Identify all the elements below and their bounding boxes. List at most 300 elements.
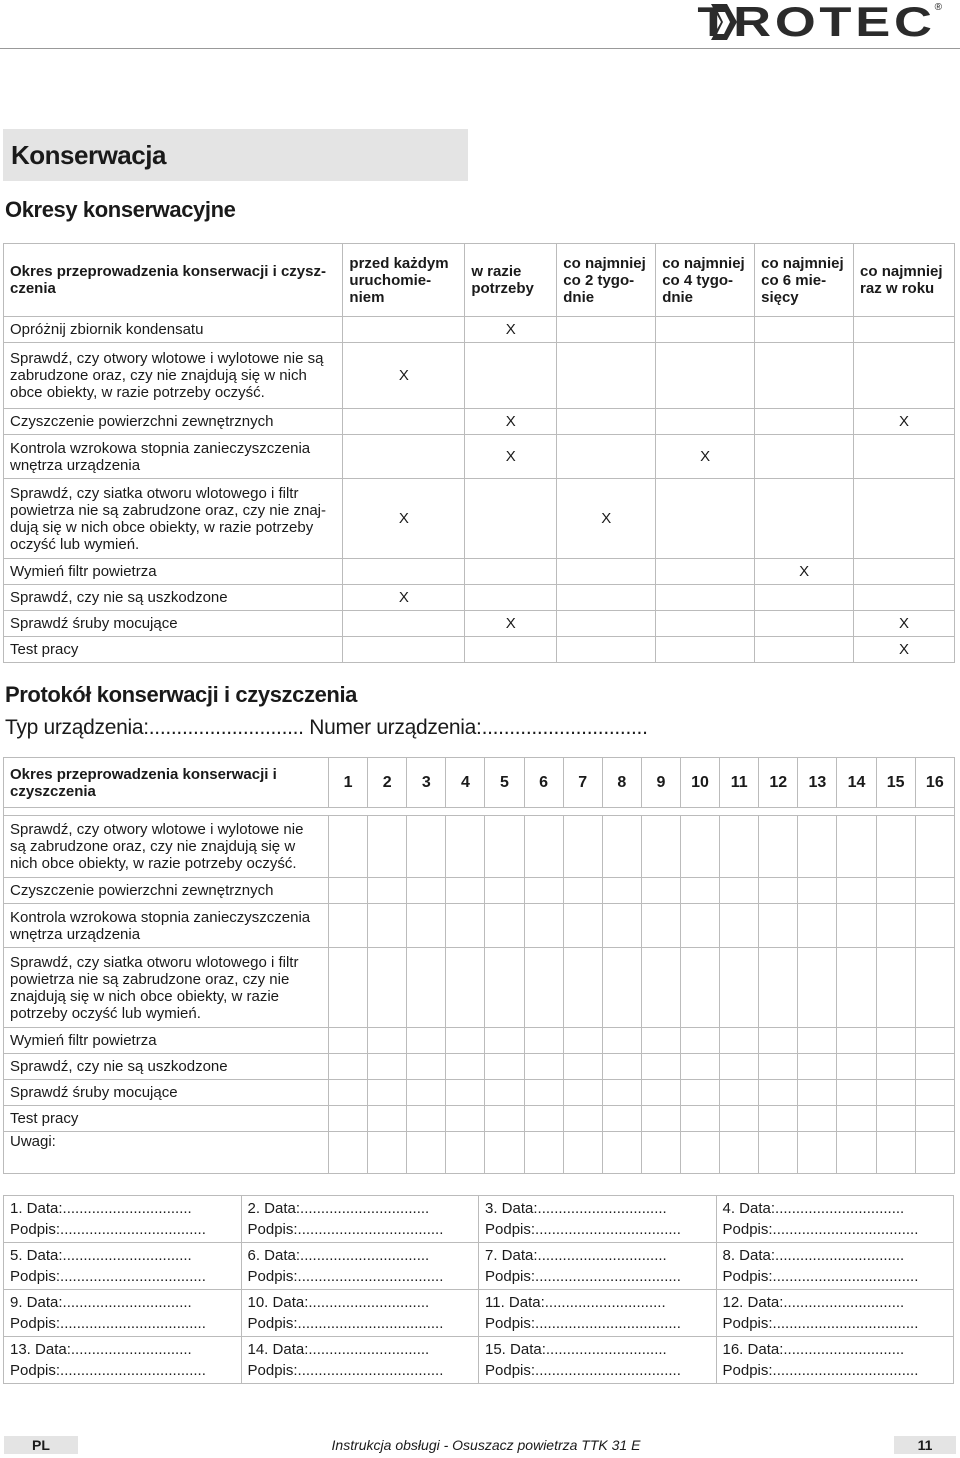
protocol-check-cell[interactable] xyxy=(798,816,837,878)
schedule-mark xyxy=(854,343,955,409)
protocol-check-cell[interactable] xyxy=(368,816,407,878)
protocol-check-cell[interactable] xyxy=(485,1080,524,1106)
protocol-column-number: 3 xyxy=(407,758,446,808)
protocol-check-cell[interactable] xyxy=(485,1106,524,1132)
protocol-check-cell[interactable] xyxy=(524,878,563,904)
protocol-column-number: 10 xyxy=(681,758,720,808)
schedule-mark xyxy=(343,637,465,663)
schedule-mark xyxy=(656,637,755,663)
schedule-mark xyxy=(854,435,955,479)
protocol-check-cell[interactable] xyxy=(563,1028,602,1054)
protocol-check-cell[interactable] xyxy=(876,816,915,878)
protocol-check-cell[interactable] xyxy=(681,948,720,1028)
protocol-check-cell[interactable] xyxy=(681,816,720,878)
date-field: 7. Data:............................... xyxy=(485,1247,667,1264)
protocol-task: Sprawdź, czy otwory wlotowe i wylotowe nie są zabrudzone oraz, czy nie znajdują się w nich obce obiekty, w razie potrzeby oczyść. xyxy=(4,816,329,878)
protocol-check-cell[interactable] xyxy=(368,1132,407,1174)
signature-field: Podpis:................................... xyxy=(247,1362,444,1379)
schedule-col-header: co najmniej raz w roku xyxy=(854,244,955,317)
protocol-check-cell[interactable] xyxy=(681,1028,720,1054)
protocol-check-cell[interactable] xyxy=(446,1080,485,1106)
protocol-check-cell[interactable] xyxy=(485,904,524,948)
signature-field: Podpis:................................... xyxy=(10,1268,206,1285)
protocol-check-cell[interactable] xyxy=(329,816,368,878)
protocol-check-cell[interactable] xyxy=(641,1080,680,1106)
protocol-check-cell[interactable] xyxy=(602,1054,641,1080)
schedule-mark xyxy=(854,559,955,585)
protocol-check-cell[interactable] xyxy=(563,1054,602,1080)
signature-cell[interactable] xyxy=(479,1243,717,1290)
schedule-mark xyxy=(465,585,557,611)
protocol-check-cell[interactable] xyxy=(837,1080,876,1106)
protocol-check-cell[interactable] xyxy=(720,1080,759,1106)
schedule-col-header: Okres przeprowadzenia konserwacji i czysz-czenia xyxy=(4,244,343,317)
protocol-check-cell[interactable] xyxy=(798,1028,837,1054)
protocol-check-cell[interactable] xyxy=(329,878,368,904)
protocol-check-cell[interactable] xyxy=(759,1028,798,1054)
schedule-mark: X xyxy=(465,409,557,435)
signature-cell[interactable] xyxy=(716,1337,954,1384)
schedule-mark xyxy=(557,317,656,343)
schedule-mark xyxy=(755,611,854,637)
signature-cell[interactable] xyxy=(241,1337,479,1384)
protocol-column-number: 12 xyxy=(759,758,798,808)
protocol-check-cell[interactable] xyxy=(602,816,641,878)
protocol-column-number: 6 xyxy=(524,758,563,808)
date-field: 5. Data:............................... xyxy=(10,1247,192,1264)
signature-cell[interactable] xyxy=(241,1196,479,1243)
schedule-row xyxy=(4,611,955,637)
protocol-column-number: 16 xyxy=(915,758,954,808)
protocol-check-cell[interactable] xyxy=(485,1132,524,1174)
schedule-mark xyxy=(755,435,854,479)
protocol-task: Test pracy xyxy=(4,1106,329,1132)
protocol-row xyxy=(4,1028,955,1054)
schedule-mark xyxy=(755,409,854,435)
schedule-row xyxy=(4,559,955,585)
protocol-check-cell[interactable] xyxy=(720,1054,759,1080)
protocol-check-cell[interactable] xyxy=(837,878,876,904)
schedule-header-row xyxy=(4,244,955,317)
protocol-column-number: 8 xyxy=(602,758,641,808)
protocol-check-cell[interactable] xyxy=(446,816,485,878)
protocol-check-cell[interactable] xyxy=(329,1106,368,1132)
protocol-check-cell[interactable] xyxy=(915,904,954,948)
protocol-check-cell[interactable] xyxy=(329,1028,368,1054)
schedule-col-header: co najmniej co 4 tygo-dnie xyxy=(656,244,755,317)
schedule-mark: X xyxy=(343,479,465,559)
schedule-col-header: przed każdym uruchomie-niem xyxy=(343,244,465,317)
schedule-mark xyxy=(343,559,465,585)
schedule-mark: X xyxy=(343,343,465,409)
protocol-header: Okres przeprowadzenia konserwacji i czyszczenia xyxy=(4,758,329,808)
schedule-mark xyxy=(343,611,465,637)
protocol-check-cell[interactable] xyxy=(876,1106,915,1132)
protocol-check-cell[interactable] xyxy=(446,1106,485,1132)
schedule-mark xyxy=(656,611,755,637)
signature-row xyxy=(4,1243,954,1290)
protocol-check-cell[interactable] xyxy=(368,904,407,948)
protocol-check-cell[interactable] xyxy=(720,816,759,878)
signature-cell[interactable] xyxy=(4,1337,242,1384)
protocol-row xyxy=(4,904,955,948)
protocol-check-cell[interactable] xyxy=(798,1054,837,1080)
schedule-mark: X xyxy=(656,435,755,479)
protocol-task: Sprawdź, czy nie są uszkodzone xyxy=(4,1054,329,1080)
schedule-row xyxy=(4,409,955,435)
protocol-check-cell[interactable] xyxy=(329,1132,368,1174)
protocol-check-cell[interactable] xyxy=(407,904,446,948)
protocol-column-number: 4 xyxy=(446,758,485,808)
signature-field: Podpis:................................... xyxy=(485,1221,681,1238)
schedule-mark xyxy=(465,479,557,559)
protocol-check-cell[interactable] xyxy=(407,1054,446,1080)
protocol-check-cell[interactable] xyxy=(915,1106,954,1132)
protocol-row xyxy=(4,878,955,904)
section-title: Konserwacja xyxy=(11,140,166,170)
maintenance-protocol-table xyxy=(3,757,955,1174)
signature-row xyxy=(4,1290,954,1337)
signature-row xyxy=(4,1337,954,1384)
protocol-check-cell[interactable] xyxy=(915,1028,954,1054)
protocol-check-cell[interactable] xyxy=(798,1132,837,1174)
protocol-check-cell[interactable] xyxy=(798,904,837,948)
schedule-mark xyxy=(343,409,465,435)
protocol-check-cell[interactable] xyxy=(720,948,759,1028)
schedule-mark xyxy=(557,343,656,409)
protocol-check-cell[interactable] xyxy=(407,1028,446,1054)
protocol-check-cell[interactable] xyxy=(563,948,602,1028)
protocol-check-cell[interactable] xyxy=(641,816,680,878)
protocol-check-cell[interactable] xyxy=(524,904,563,948)
protocol-check-cell[interactable] xyxy=(563,878,602,904)
protocol-check-cell[interactable] xyxy=(524,1028,563,1054)
signature-field: Podpis:................................... xyxy=(247,1221,444,1238)
protocol-check-cell[interactable] xyxy=(329,1054,368,1080)
protocol-check-cell[interactable] xyxy=(798,948,837,1028)
schedule-mark: X xyxy=(343,585,465,611)
schedule-mark xyxy=(343,317,465,343)
schedule-mark: X xyxy=(854,409,955,435)
protocol-check-cell[interactable] xyxy=(681,1106,720,1132)
schedule-mark: X xyxy=(465,435,557,479)
schedule-mark xyxy=(557,611,656,637)
protocol-row xyxy=(4,1080,955,1106)
protocol-check-cell[interactable] xyxy=(602,1132,641,1174)
protocol-check-cell[interactable] xyxy=(368,1028,407,1054)
protocol-check-cell[interactable] xyxy=(915,816,954,878)
document-title: Instrukcja obsługi - Osuszacz powietrza TTK 31 E xyxy=(331,1437,641,1453)
schedule-mark xyxy=(755,585,854,611)
protocol-check-cell[interactable] xyxy=(876,904,915,948)
schedule-mark xyxy=(557,637,656,663)
signature-field: Podpis:................................... xyxy=(485,1268,681,1285)
protocol-check-cell[interactable] xyxy=(329,948,368,1028)
protocol-check-cell[interactable] xyxy=(720,878,759,904)
schedule-heading: Okresy konserwacyjne xyxy=(5,197,236,222)
schedule-mark xyxy=(656,479,755,559)
protocol-check-cell[interactable] xyxy=(915,1080,954,1106)
protocol-check-cell[interactable] xyxy=(720,1106,759,1132)
schedule-mark: X xyxy=(854,611,955,637)
protocol-check-cell[interactable] xyxy=(329,1080,368,1106)
date-field: 8. Data:............................... xyxy=(722,1247,905,1264)
schedule-task: Sprawdź śruby mocujące xyxy=(4,611,343,637)
protocol-check-cell[interactable] xyxy=(485,1028,524,1054)
protocol-check-cell[interactable] xyxy=(681,878,720,904)
protocol-check-cell[interactable] xyxy=(446,1028,485,1054)
protocol-check-cell[interactable] xyxy=(524,948,563,1028)
protocol-check-cell[interactable] xyxy=(485,948,524,1028)
registered-mark: ® xyxy=(934,2,942,13)
protocol-check-cell[interactable] xyxy=(681,904,720,948)
protocol-check-cell[interactable] xyxy=(915,1054,954,1080)
protocol-check-cell[interactable] xyxy=(368,1080,407,1106)
schedule-row xyxy=(4,435,955,479)
protocol-check-cell[interactable] xyxy=(720,1132,759,1174)
protocol-check-cell[interactable] xyxy=(759,878,798,904)
protocol-check-cell[interactable] xyxy=(837,1132,876,1174)
protocol-check-cell[interactable] xyxy=(798,878,837,904)
page-footer xyxy=(0,1430,960,1458)
schedule-mark xyxy=(656,559,755,585)
schedule-mark xyxy=(465,559,557,585)
protocol-check-cell[interactable] xyxy=(837,1054,876,1080)
schedule-task: Wymień filtr powietrza xyxy=(4,559,343,585)
protocol-check-cell[interactable] xyxy=(837,1028,876,1054)
protocol-check-cell[interactable] xyxy=(798,1106,837,1132)
protocol-check-cell[interactable] xyxy=(915,948,954,1028)
protocol-check-cell[interactable] xyxy=(876,1080,915,1106)
protocol-spacer-row xyxy=(4,808,955,816)
signature-cell[interactable] xyxy=(241,1290,479,1337)
protocol-check-cell[interactable] xyxy=(876,878,915,904)
page-number: 11 xyxy=(894,1436,956,1454)
signature-field: Podpis:................................... xyxy=(485,1315,681,1332)
protocol-check-cell[interactable] xyxy=(602,904,641,948)
protocol-check-cell[interactable] xyxy=(524,1054,563,1080)
protocol-check-cell[interactable] xyxy=(641,904,680,948)
protocol-check-cell[interactable] xyxy=(641,878,680,904)
protocol-check-cell[interactable] xyxy=(407,816,446,878)
schedule-mark xyxy=(854,585,955,611)
protocol-header-row xyxy=(4,758,955,808)
protocol-check-cell[interactable] xyxy=(563,1106,602,1132)
schedule-mark xyxy=(656,409,755,435)
protocol-check-cell[interactable] xyxy=(876,1054,915,1080)
schedule-mark xyxy=(465,637,557,663)
protocol-check-cell[interactable] xyxy=(837,904,876,948)
date-field: 3. Data:............................... xyxy=(485,1200,667,1217)
signature-cell[interactable] xyxy=(479,1196,717,1243)
protocol-row xyxy=(4,948,955,1028)
signature-cell[interactable] xyxy=(716,1243,954,1290)
protocol-check-cell[interactable] xyxy=(759,948,798,1028)
protocol-column-number: 2 xyxy=(368,758,407,808)
protocol-check-cell[interactable] xyxy=(485,878,524,904)
protocol-task: Czyszczenie powierzchni zewnętrznych xyxy=(4,878,329,904)
protocol-check-cell[interactable] xyxy=(563,1080,602,1106)
protocol-check-cell[interactable] xyxy=(368,1054,407,1080)
protocol-check-cell[interactable] xyxy=(641,1132,680,1174)
header-rule xyxy=(0,48,960,49)
protocol-check-cell[interactable] xyxy=(446,1054,485,1080)
schedule-task: Czyszczenie powierzchni zewnętrznych xyxy=(4,409,343,435)
protocol-check-cell[interactable] xyxy=(759,1054,798,1080)
protocol-column-number: 5 xyxy=(485,758,524,808)
schedule-task: Kontrola wzrokowa stopnia zanieczyszczenia wnętrza urządzenia xyxy=(4,435,343,479)
protocol-check-cell[interactable] xyxy=(368,1106,407,1132)
protocol-column-number: 15 xyxy=(876,758,915,808)
protocol-check-cell[interactable] xyxy=(329,904,368,948)
protocol-check-cell[interactable] xyxy=(524,1080,563,1106)
signature-cell[interactable] xyxy=(716,1290,954,1337)
signature-field: Podpis:................................... xyxy=(247,1268,444,1285)
protocol-check-cell[interactable] xyxy=(368,948,407,1028)
spacer-cell xyxy=(4,808,955,816)
schedule-mark xyxy=(854,317,955,343)
schedule-mark xyxy=(854,479,955,559)
schedule-mark xyxy=(656,585,755,611)
protocol-check-cell[interactable] xyxy=(876,948,915,1028)
signature-cell[interactable] xyxy=(4,1196,242,1243)
section-header xyxy=(3,129,468,181)
protocol-check-cell[interactable] xyxy=(563,904,602,948)
protocol-task: Wymień filtr powietrza xyxy=(4,1028,329,1054)
schedule-mark xyxy=(755,343,854,409)
protocol-check-cell[interactable] xyxy=(602,1106,641,1132)
schedule-mark xyxy=(656,343,755,409)
protocol-check-cell[interactable] xyxy=(641,1106,680,1132)
protocol-check-cell[interactable] xyxy=(798,1080,837,1106)
protocol-check-cell[interactable] xyxy=(876,1028,915,1054)
protocol-check-cell[interactable] xyxy=(524,816,563,878)
schedule-row xyxy=(4,585,955,611)
schedule-row xyxy=(4,637,955,663)
protocol-heading: Protokół konserwacji i czyszczenia xyxy=(5,682,357,707)
schedule-mark xyxy=(557,559,656,585)
schedule-row xyxy=(4,317,955,343)
date-field: 6. Data:............................... xyxy=(247,1247,430,1264)
schedule-mark: X xyxy=(755,559,854,585)
protocol-check-cell[interactable] xyxy=(407,1106,446,1132)
protocol-check-cell[interactable] xyxy=(681,1132,720,1174)
schedule-mark xyxy=(755,637,854,663)
protocol-check-cell[interactable] xyxy=(759,816,798,878)
protocol-check-cell[interactable] xyxy=(759,1132,798,1174)
maintenance-schedule-table xyxy=(3,243,955,663)
protocol-check-cell[interactable] xyxy=(602,1028,641,1054)
protocol-check-cell[interactable] xyxy=(681,1054,720,1080)
date-field: 2. Data:............................... xyxy=(247,1200,430,1217)
date-field: 4. Data:............................... xyxy=(722,1200,905,1217)
signature-cell[interactable] xyxy=(479,1290,717,1337)
schedule-mark: X xyxy=(557,479,656,559)
protocol-check-cell[interactable] xyxy=(759,1106,798,1132)
protocol-check-cell[interactable] xyxy=(641,1054,680,1080)
protocol-column-number: 1 xyxy=(329,758,368,808)
protocol-check-cell[interactable] xyxy=(720,904,759,948)
language-label: PL xyxy=(4,1436,78,1454)
protocol-check-cell[interactable] xyxy=(837,1106,876,1132)
protocol-task: Uwagi: xyxy=(4,1132,329,1174)
protocol-check-cell[interactable] xyxy=(602,948,641,1028)
protocol-check-cell[interactable] xyxy=(563,816,602,878)
signature-field: Podpis:................................... xyxy=(722,1221,919,1238)
protocol-check-cell[interactable] xyxy=(641,1028,680,1054)
protocol-check-cell[interactable] xyxy=(759,904,798,948)
protocol-row xyxy=(4,1054,955,1080)
protocol-check-cell[interactable] xyxy=(720,1028,759,1054)
schedule-task: Sprawdź, czy otwory wlotowe i wylotowe nie są zabrudzone oraz, czy nie znajdują się w nich obce obiekty, w razie potrzeby oczyść. xyxy=(4,343,343,409)
signature-cell[interactable] xyxy=(716,1196,954,1243)
signature-cell[interactable] xyxy=(4,1290,242,1337)
schedule-mark: X xyxy=(465,611,557,637)
protocol-task: Sprawdź, czy siatka otworu wlotowego i filtr powietrza nie są zabrudzone oraz, czy nie znajdują się w nich obce obiekty, w razie potrzeby oczyść lub wymień. xyxy=(4,948,329,1028)
protocol-check-cell[interactable] xyxy=(563,1132,602,1174)
protocol-check-cell[interactable] xyxy=(446,904,485,948)
protocol-column-number: 9 xyxy=(641,758,680,808)
date-field: 13. Data:............................. xyxy=(10,1341,192,1358)
protocol-check-cell[interactable] xyxy=(407,948,446,1028)
signature-field: Podpis:................................... xyxy=(485,1362,681,1379)
protocol-check-cell[interactable] xyxy=(524,1106,563,1132)
protocol-check-cell[interactable] xyxy=(915,1132,954,1174)
protocol-check-cell[interactable] xyxy=(837,816,876,878)
schedule-row xyxy=(4,343,955,409)
protocol-row xyxy=(4,1132,955,1174)
protocol-check-cell[interactable] xyxy=(602,878,641,904)
date-field: 12. Data:............................. xyxy=(722,1294,905,1311)
protocol-column-number: 11 xyxy=(720,758,759,808)
protocol-row xyxy=(4,1106,955,1132)
protocol-check-cell[interactable] xyxy=(407,1132,446,1174)
signature-cell[interactable] xyxy=(4,1243,242,1290)
signature-cell[interactable] xyxy=(241,1243,479,1290)
protocol-check-cell[interactable] xyxy=(407,878,446,904)
date-field: 14. Data:............................. xyxy=(247,1341,430,1358)
schedule-mark: X xyxy=(854,637,955,663)
schedule-mark xyxy=(557,435,656,479)
signature-field: Podpis:................................... xyxy=(722,1268,919,1285)
protocol-check-cell[interactable] xyxy=(759,1080,798,1106)
protocol-check-cell[interactable] xyxy=(915,878,954,904)
trotec-logo xyxy=(697,0,946,45)
signature-table xyxy=(3,1195,954,1384)
protocol-check-cell[interactable] xyxy=(602,1080,641,1106)
protocol-check-cell[interactable] xyxy=(485,1054,524,1080)
protocol-check-cell[interactable] xyxy=(876,1132,915,1174)
protocol-check-cell[interactable] xyxy=(446,948,485,1028)
date-field: 16. Data:............................. xyxy=(722,1341,905,1358)
protocol-column-number: 7 xyxy=(563,758,602,808)
protocol-check-cell[interactable] xyxy=(837,948,876,1028)
protocol-check-cell[interactable] xyxy=(446,1132,485,1174)
schedule-mark xyxy=(343,435,465,479)
protocol-check-cell[interactable] xyxy=(681,1080,720,1106)
protocol-check-cell[interactable] xyxy=(407,1080,446,1106)
protocol-check-cell[interactable] xyxy=(524,1132,563,1174)
signature-row xyxy=(4,1196,954,1243)
protocol-check-cell[interactable] xyxy=(446,878,485,904)
protocol-column-number: 14 xyxy=(837,758,876,808)
protocol-check-cell[interactable] xyxy=(485,816,524,878)
protocol-check-cell[interactable] xyxy=(641,948,680,1028)
signature-cell[interactable] xyxy=(479,1337,717,1384)
date-field: 1. Data:............................... xyxy=(10,1200,192,1217)
protocol-check-cell[interactable] xyxy=(368,878,407,904)
schedule-mark xyxy=(557,585,656,611)
